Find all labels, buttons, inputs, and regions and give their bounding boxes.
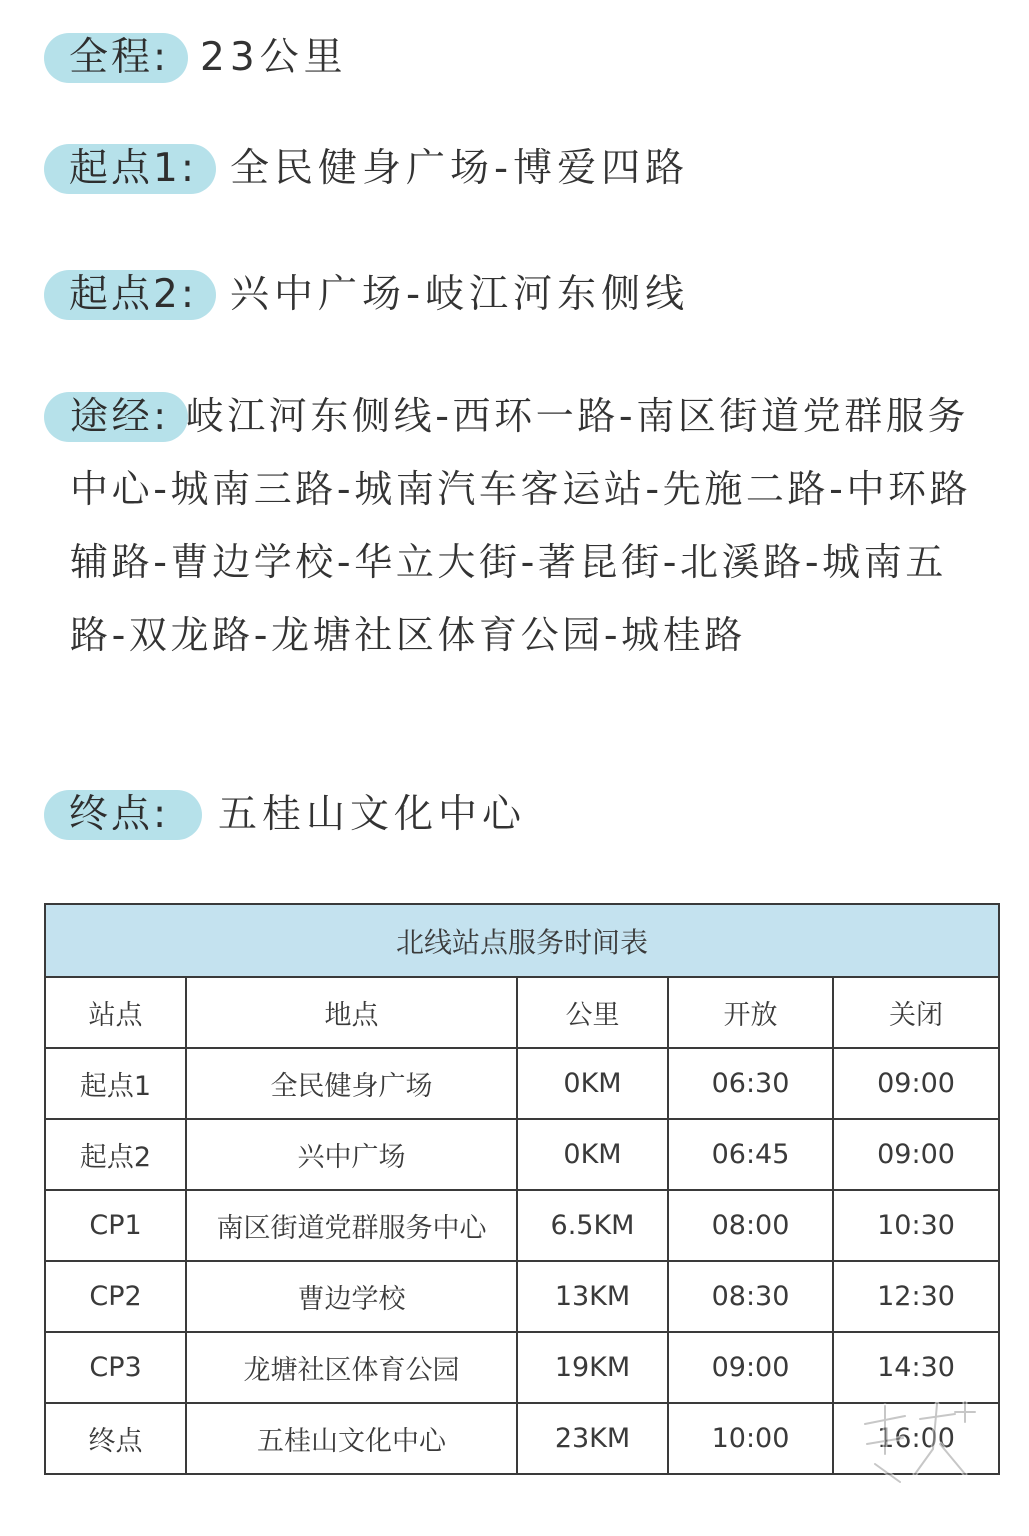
total-value: 23公里 xyxy=(200,35,348,80)
total-label: 全程: xyxy=(44,33,188,83)
cell-location: 曹边学校 xyxy=(186,1261,517,1332)
cell-location: 龙塘社区体育公园 xyxy=(186,1332,517,1403)
cell-distance: 13KM xyxy=(517,1261,668,1332)
cell-open: 10:00 xyxy=(668,1403,833,1474)
cell-close: 14:30 xyxy=(833,1332,999,1403)
cell-location: 南区街道党群服务中心 xyxy=(186,1190,517,1261)
table-row xyxy=(45,1048,999,1119)
cell-distance: 23KM xyxy=(517,1403,668,1474)
cell-close: 16:00 xyxy=(833,1403,999,1474)
cell-open: 06:45 xyxy=(668,1119,833,1190)
start2-value: 兴中广场-岐江河东侧线 xyxy=(230,272,690,317)
cell-station: 起点2 xyxy=(45,1119,186,1190)
cell-station: 终点 xyxy=(45,1403,186,1474)
cell-open: 06:30 xyxy=(668,1048,833,1119)
cell-station: CP3 xyxy=(45,1332,186,1403)
cell-distance: 0KM xyxy=(517,1119,668,1190)
header-close: 关闭 xyxy=(833,977,999,1048)
table-row xyxy=(45,1332,999,1403)
end-value: 五桂山文化中心 xyxy=(218,792,527,837)
cell-location: 兴中广场 xyxy=(186,1119,517,1190)
via-row xyxy=(44,380,989,750)
table-row xyxy=(45,1119,999,1190)
cell-distance: 19KM xyxy=(517,1332,668,1403)
start1-label: 起点1: xyxy=(44,144,216,194)
cell-open: 08:00 xyxy=(668,1190,833,1261)
header-station: 站点 xyxy=(45,977,186,1048)
timetable xyxy=(44,903,1000,1475)
cell-location: 全民健身广场 xyxy=(186,1048,517,1119)
via-route-text: 岐江河东侧线-西环一路-南区街道党群服务中心-城南三路-城南汽车客运站-先施二路-中环路辅路-曹边学校-华立大街-著昆街-北溪路-城南五路-双龙路-龙塘社区体育公园-城桂路 xyxy=(70,394,972,657)
cell-close: 09:00 xyxy=(833,1048,999,1119)
via-label-spacer: 途经: xyxy=(70,394,170,438)
timetable-header-row xyxy=(45,977,999,1048)
cell-close: 12:30 xyxy=(833,1261,999,1332)
header-location: 地点 xyxy=(186,977,517,1048)
cell-close: 10:30 xyxy=(833,1190,999,1261)
cell-distance: 6.5KM xyxy=(517,1190,668,1261)
header-distance: 公里 xyxy=(517,977,668,1048)
start2-label: 起点2: xyxy=(44,270,216,320)
table-row xyxy=(45,1190,999,1261)
via-value xyxy=(70,380,982,672)
cell-distance: 0KM xyxy=(517,1048,668,1119)
watermark-logo-icon xyxy=(845,1394,985,1494)
start1-value: 全民健身广场-博爱四路 xyxy=(230,146,690,191)
cell-close: 09:00 xyxy=(833,1119,999,1190)
end-label: 终点: xyxy=(44,790,202,840)
header-open: 开放 xyxy=(668,977,833,1048)
table-row xyxy=(45,1261,999,1332)
cell-station: 起点1 xyxy=(45,1048,186,1119)
cell-station: CP2 xyxy=(45,1261,186,1332)
cell-open: 09:00 xyxy=(668,1332,833,1403)
timetable-title: 北线站点服务时间表 xyxy=(45,904,999,977)
cell-station: CP1 xyxy=(45,1190,186,1261)
cell-open: 08:30 xyxy=(668,1261,833,1332)
cell-location: 五桂山文化中心 xyxy=(186,1403,517,1474)
